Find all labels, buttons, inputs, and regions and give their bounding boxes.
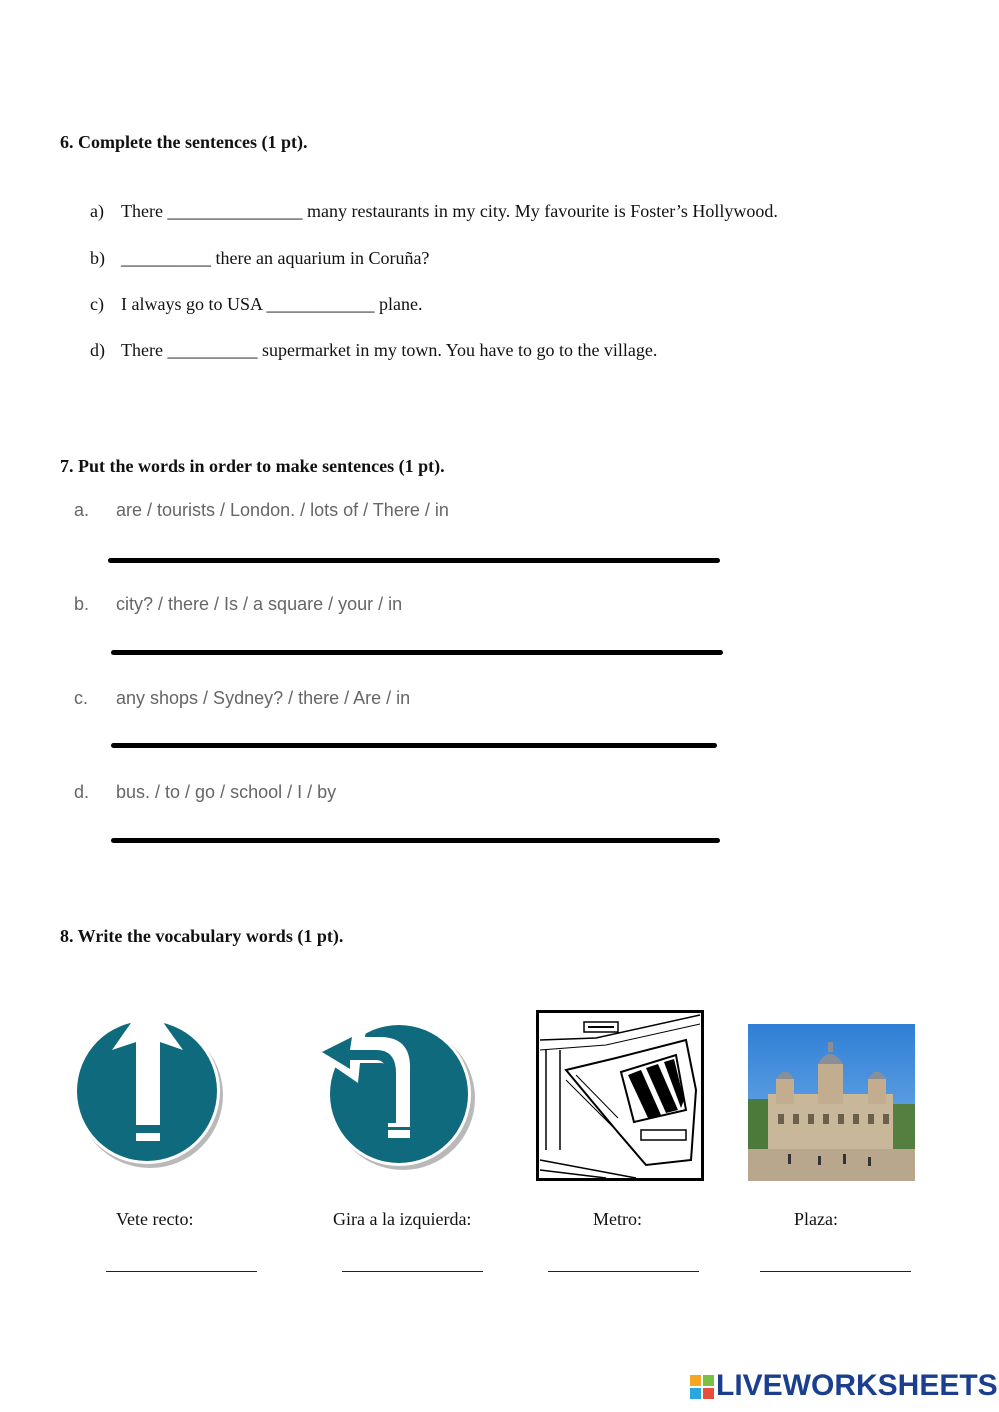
- sentence-a: [90, 201, 778, 222]
- scramble-text: are / tourists / London. / lots of / There / in: [116, 500, 449, 520]
- straight-arrow-sign-icon: [70, 995, 230, 1180]
- section-8-title: 8. Write the vocabulary words (1 pt).: [60, 926, 344, 946]
- vocab-label-straight: Vete recto:: [116, 1209, 194, 1229]
- section-7-title: 7. Put the words in order to make sentences (1 pt).: [60, 456, 445, 476]
- metro-train-icon: [536, 1010, 704, 1181]
- scramble-label: c.: [74, 688, 89, 708]
- liveworksheets-logo-icon: [690, 1375, 714, 1399]
- answer-line-d[interactable]: [111, 838, 720, 843]
- vocab-answer-plaza[interactable]: [760, 1271, 911, 1272]
- scramble-b: [74, 594, 402, 615]
- sentence-b: [90, 248, 429, 269]
- answer-line-a[interactable]: [108, 558, 720, 563]
- plaza-photo-icon: [748, 1024, 915, 1181]
- scramble-text: bus. / to / go / school / I / by: [116, 782, 337, 802]
- sentence-text: __________ there an aquarium in Coruña?: [121, 248, 430, 268]
- sentence-label: d): [90, 340, 105, 360]
- scramble-a: [74, 500, 449, 521]
- vocab-answer-straight[interactable]: [106, 1271, 257, 1272]
- sentence-text: There _______________ many restaurants in my city. My favourite is Foster’s Hollywood.: [121, 201, 778, 221]
- turn-left-sign-icon: [300, 1005, 480, 1180]
- sentence-c: [90, 294, 422, 315]
- vocab-label-metro: Metro:: [593, 1209, 642, 1229]
- scramble-label: b.: [74, 594, 90, 614]
- scramble-c: [74, 688, 410, 709]
- scramble-text: city? / there / Is / a square / your / in: [116, 594, 403, 614]
- liveworksheets-logo-text[interactable]: LIVEWORKSHEETS: [716, 1369, 998, 1402]
- section-6-title: 6. Complete the sentences (1 pt).: [60, 132, 308, 152]
- answer-line-b[interactable]: [111, 650, 723, 655]
- sentence-text: There __________ supermarket in my town. You have to go to the village.: [121, 340, 658, 360]
- vocab-label-turn-left: Gira a la izquierda:: [333, 1209, 472, 1229]
- scramble-label: a.: [74, 500, 90, 520]
- scramble-d: [74, 782, 336, 803]
- vocab-label-plaza: Plaza:: [794, 1209, 838, 1229]
- vocab-answer-metro[interactable]: [548, 1271, 699, 1272]
- scramble-text: any shops / Sydney? / there / Are / in: [116, 688, 411, 708]
- sentence-label: b): [90, 248, 105, 268]
- sentence-d: [90, 340, 657, 361]
- sentence-text: I always go to USA ____________ plane.: [121, 294, 423, 314]
- scramble-label: d.: [74, 782, 90, 802]
- sentence-label: a): [90, 201, 104, 221]
- answer-line-c[interactable]: [111, 743, 717, 748]
- vocab-answer-turn-left[interactable]: [342, 1271, 483, 1272]
- sentence-label: c): [90, 294, 104, 314]
